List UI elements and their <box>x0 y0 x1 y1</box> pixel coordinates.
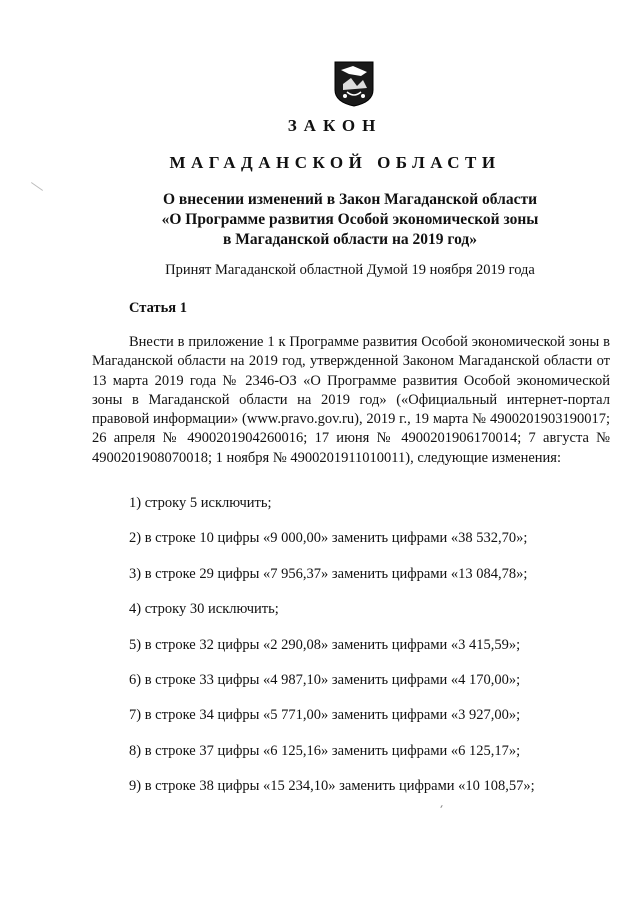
adoption-note: Принят Магаданской областной Думой 19 ноября 2019 года <box>165 262 535 278</box>
scan-mark <box>31 182 43 191</box>
list-item: 5) в строке 32 цифры «2 290,08» заменить цифрами «3 415,59»; <box>129 636 521 653</box>
article-heading: Статья 1 <box>129 300 187 316</box>
list-item: 2) в строке 10 цифры «9 000,00» заменить цифрами «38 532,70»; <box>129 530 528 547</box>
law-subject-line: «О Программе развития Особой экономической зоны <box>161 211 539 228</box>
list-item: 9) в строке 38 цифры «15 234,10» заменить цифрами «10 108,57»; <box>129 778 535 795</box>
law-subject-line: О внесении изменений в Закон Магаданской области <box>162 191 538 208</box>
changes-list <box>129 493 535 812</box>
list-item: 7) в строке 34 цифры «5 771,00» заменить цифрами «3 927,00»; <box>129 707 521 724</box>
magadan-coat-of-arms-icon <box>333 60 375 108</box>
region-title: МАГАДАНСКОЙ ОБЛАСТИ <box>169 153 501 172</box>
list-item: 3) в строке 29 цифры «7 956,37» заменить цифрами «13 084,78»; <box>129 565 528 582</box>
law-subject <box>100 190 600 250</box>
law-title: ЗАКОН <box>287 116 383 135</box>
article-intro-paragraph: Внести в приложение 1 к Программе развития Особой экономической зоны в Магаданской области на 2019 год, утвержденной Законом Магаданской области от 13 марта 2019 года № 2346-ОЗ «О Программе развития Особой экономической зоны в Магаданской области на 2019 год» («Официальный интернет-портал правовой информации» (www.pravo.gov.ru), 2019 г., 19 марта № 4900201903190017; 26 апреля № 4900201904260016; 17 июня № 4900201906170014; 7 августа № 4900201908070018; 1 ноября № 4900201911010011), следующие изменения: <box>92 334 610 466</box>
list-item: 1) строку 5 исключить; <box>129 495 272 511</box>
law-subject-line: в Магаданской области на 2019 год» <box>223 231 477 248</box>
list-item: 6) в строке 33 цифры «4 987,10» заменить цифрами «4 170,00»; <box>129 671 521 688</box>
list-item: 4) строку 30 исключить; <box>129 601 279 618</box>
list-item: 8) в строке 37 цифры «6 125,16» заменить цифрами «6 125,17»; <box>129 742 521 759</box>
